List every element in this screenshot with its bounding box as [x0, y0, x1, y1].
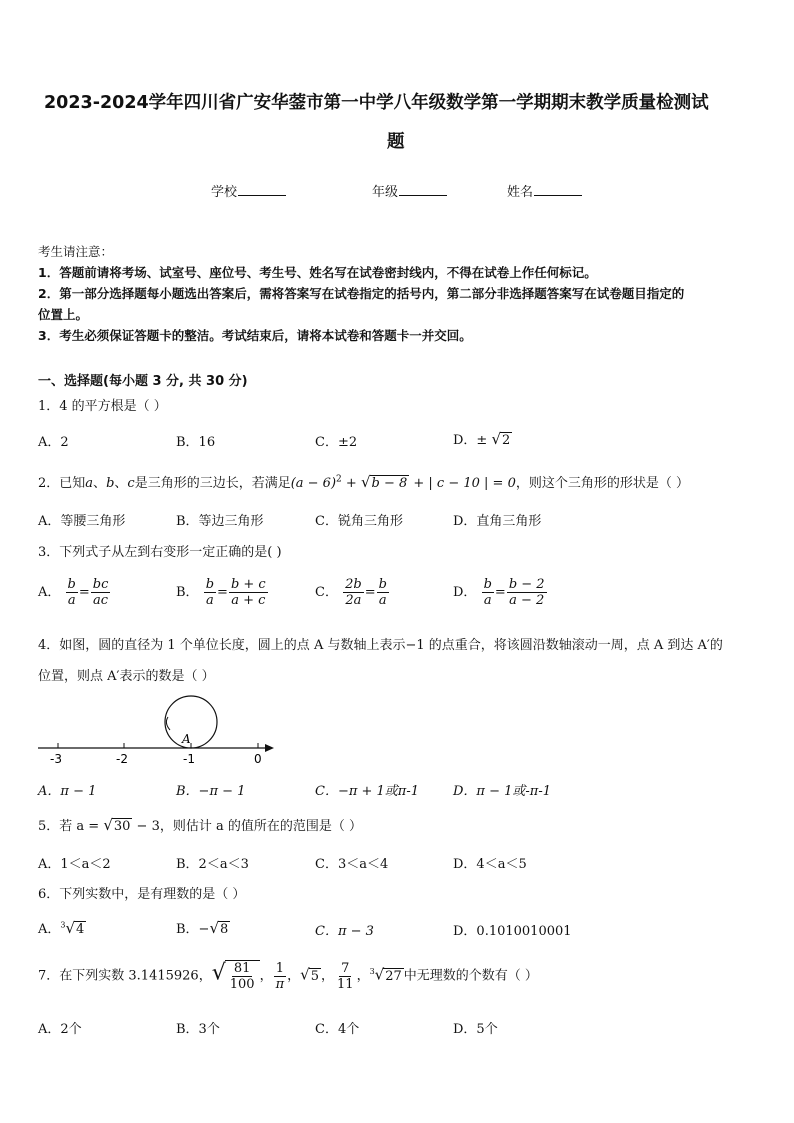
q2-expr1: (a − 6) — [290, 476, 337, 491]
number-line-figure — [36, 693, 281, 769]
q6-option-b — [176, 918, 230, 937]
fraction — [482, 577, 494, 608]
q7-sqrt-fraction — [225, 960, 260, 992]
q7-cube-radicand: 27 — [385, 968, 402, 984]
fraction — [229, 577, 268, 608]
numerator: b — [378, 577, 387, 592]
name-label: 姓名 — [507, 185, 534, 200]
q3-option-c — [315, 577, 390, 608]
q6-option-d: D．0.1010010001 — [453, 924, 572, 939]
sqrt-sign: √ — [300, 965, 310, 984]
q3-a-label: A． — [38, 585, 61, 600]
denominator: 11 — [337, 976, 354, 992]
notice-block — [38, 241, 684, 346]
tick-label: -2 — [116, 752, 128, 766]
q3-option-d — [453, 577, 548, 608]
q6-b-radicand: 8 — [220, 922, 229, 937]
q1-option-a: A．2 — [38, 435, 69, 450]
fraction — [228, 961, 257, 992]
denominator: a − 2 — [509, 593, 545, 608]
q2-exponent: 2 — [336, 474, 342, 485]
denominator: a + c — [231, 593, 266, 608]
q7-option-d: D．5个 — [453, 1022, 498, 1037]
numerator: b − 2 — [508, 577, 545, 592]
sqrt-sign: √ — [103, 816, 113, 834]
tick-label: -1 — [183, 752, 195, 766]
q5-option-a: A．1＜a＜2 — [38, 857, 111, 872]
sqrt-sign: √ — [65, 919, 76, 937]
tick-label: 0 — [254, 752, 262, 766]
q2-suffix: ，则这个三角形的形状是（ ） — [515, 476, 689, 491]
q7-prefix: 7．在下列实数 3.1415926， — [38, 968, 212, 984]
numerator: b — [67, 577, 76, 592]
fraction — [66, 577, 78, 608]
q5-option-c: C．3＜a＜4 — [315, 857, 389, 872]
numerator: 1 — [275, 960, 284, 976]
question-6-stem: 6．下列实数中，是有理数的是（ ） — [38, 887, 246, 902]
rolling-circle — [165, 696, 217, 748]
tick-label: -3 — [50, 752, 62, 766]
root-index: 3 — [60, 920, 66, 930]
denominator: a — [67, 593, 76, 608]
name-blank — [534, 183, 582, 196]
denominator: 100 — [229, 977, 255, 992]
q2-option-b: B．等边三角形 — [176, 514, 264, 529]
denominator: a — [483, 593, 492, 608]
q3-option-b — [176, 577, 269, 608]
q2-option-c: C．锐角三角形 — [315, 514, 403, 529]
question-2-stem — [38, 472, 689, 491]
denominator: a — [205, 593, 214, 608]
q2-var-c: c — [127, 476, 135, 491]
q5-option-b: B．2＜a＜3 — [176, 857, 249, 872]
q2-var-a: a — [85, 476, 94, 491]
numerator: b — [205, 577, 215, 592]
q2-var-b: b — [106, 476, 115, 491]
question-1-stem: 1．4 的平方根是（ ） — [38, 399, 167, 414]
q3-option-a — [38, 577, 111, 608]
sqrt-sign: √ — [374, 965, 385, 984]
question-3-stem: 3．下列式子从左到右变形一定正确的是( ) — [38, 545, 282, 560]
sqrt-sign: √ — [360, 473, 371, 491]
q1-option-d — [453, 429, 512, 448]
q4-option-b: B．−π − 1 — [176, 784, 246, 799]
fraction — [377, 577, 389, 608]
q2-option-d: D．直角三角形 — [453, 514, 542, 529]
numerator: 81 — [233, 961, 251, 976]
q1-d-radicand: 2 — [502, 433, 511, 448]
q2-mid: 是三角形的三边长，若满足 — [134, 476, 291, 491]
question-5-stem — [38, 815, 362, 834]
fraction — [91, 577, 111, 608]
sqrt-sign: √ — [491, 430, 502, 448]
q6-a-radicand: 4 — [76, 922, 85, 937]
q6-option-a — [38, 918, 86, 937]
q4-option-c: C．−π + 1或π-1 — [315, 784, 420, 799]
numerator: 7 — [341, 960, 350, 976]
q5-prefix: 5．若 a = — [38, 819, 104, 834]
separator: ， — [356, 968, 370, 984]
grade-label: 年级 — [372, 185, 399, 200]
sqrt-sign: √ — [211, 960, 226, 986]
q7-option-b: B．3个 — [176, 1022, 220, 1037]
notice-item-2a: 2．第一部分选择题每小题选出答案后，需将答案写在试卷指定的括号内，第二部分非选择题答案写在试卷题目指定的 — [38, 286, 685, 301]
notice-item-2b: 位置上。 — [38, 307, 89, 322]
q1-option-b: B．16 — [176, 435, 216, 450]
school-field — [211, 181, 286, 200]
fraction — [507, 577, 547, 608]
section-heading: 一、选择题(每小题 3 分, 共 30 分) — [38, 374, 248, 389]
numerator: b + c — [230, 577, 266, 592]
denominator: π — [275, 976, 285, 992]
q4-option-d: D．π − 1或-π-1 — [453, 784, 551, 799]
fraction — [335, 961, 356, 992]
denominator: 2a — [345, 593, 362, 608]
separator: ， — [321, 968, 335, 984]
q6-b-label: B．− — [176, 922, 210, 937]
denominator: ac — [93, 593, 109, 608]
page-title-line1: 2023-2024学年四川省广安华蓥市第一中学八年级数学第一学期期末教学质量检测试 — [44, 93, 709, 113]
school-blank — [238, 183, 286, 196]
equals-sign: = — [364, 585, 376, 600]
q7-option-a: A．2个 — [38, 1022, 82, 1037]
q3-b-label: B． — [176, 585, 199, 600]
q2-option-a: A．等腰三角形 — [38, 514, 126, 529]
name-field — [507, 181, 582, 200]
rotation-arc — [166, 717, 170, 730]
sqrt-sign: √ — [209, 919, 220, 937]
equals-sign: = — [217, 585, 228, 600]
notice-item-1: 1．答题前请将考场、试室号、座位号、考生号、姓名写在试卷密封线内，不得在试卷上作任何标记。 — [38, 265, 597, 280]
fraction — [343, 577, 364, 608]
grade-field — [372, 181, 447, 200]
q2-expr2: + | c − 10 | = 0 — [409, 476, 516, 491]
notice-heading: 考生请注意： — [38, 244, 114, 259]
equals-sign: = — [494, 585, 506, 600]
numerator: bc — [92, 577, 109, 592]
question-4-stem-line1: 4．如图，圆的直径为 1 个单位长度，圆上的点 A 与数轴上表示−1 的点重合，将该圆沿数轴滚动一周，点 A 到达 A′的 — [38, 638, 723, 653]
root-index: 3 — [369, 967, 375, 977]
point-a-label: A — [182, 732, 191, 746]
denominator: a — [378, 593, 387, 608]
q7-suffix: 中无理数的个数有（ ） — [403, 968, 538, 984]
separator: ， — [287, 968, 301, 984]
q6-a-label: A． — [38, 922, 61, 937]
fraction — [274, 961, 287, 992]
grade-blank — [399, 183, 447, 196]
axis-arrow — [265, 744, 274, 752]
q2-plus: + — [341, 476, 361, 491]
q5-option-d: D．4＜a＜5 — [453, 857, 527, 872]
q1-d-prefix: D．± — [453, 433, 488, 448]
q7-option-c: C．4个 — [315, 1022, 360, 1037]
q7-radicand: 5 — [310, 968, 319, 984]
question-4-stem-line2: 位置，则点 A′表示的数是（ ） — [38, 669, 215, 684]
q3-c-label: C． — [315, 585, 338, 600]
q2-prefix: 2．已知 — [38, 476, 86, 491]
numerator: b — [483, 577, 492, 592]
q2-sep2: 、 — [114, 476, 128, 491]
notice-item-3: 3．考生必须保证答题卡的整洁。考试结束后，请将本试卷和答题卡一并交回。 — [38, 328, 472, 343]
q3-d-label: D． — [453, 585, 477, 600]
school-label: 学校 — [211, 185, 238, 200]
page-title-line2: 题 — [387, 132, 405, 152]
equals-sign: = — [78, 585, 90, 600]
question-7-stem — [38, 960, 538, 992]
q6-option-c: C．π − 3 — [315, 924, 374, 939]
q2-radicand: b − 8 — [371, 476, 408, 491]
q5-radicand: 30 — [113, 819, 131, 834]
q1-option-c: C．±2 — [315, 435, 358, 450]
numerator: 2b — [345, 577, 362, 592]
separator: ， — [259, 968, 273, 984]
q4-option-a: A．π − 1 — [38, 784, 97, 799]
q2-sep1: 、 — [93, 476, 107, 491]
fraction — [204, 577, 216, 608]
q5-suffix: − 3，则估计 a 的值所在的范围是（ ） — [132, 819, 362, 834]
